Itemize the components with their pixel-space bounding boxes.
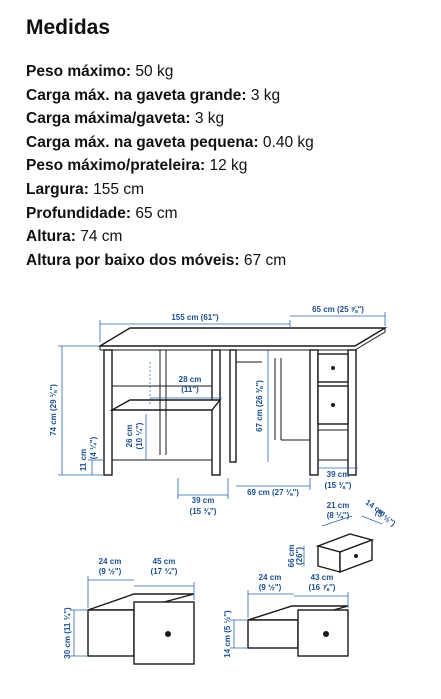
desk-drawing — [100, 328, 385, 475]
spec-width — [26, 178, 314, 202]
inner-width-cm-label: 28 cm — [178, 375, 202, 384]
spec-value: 3 kg — [246, 86, 281, 104]
spec-label: Altura por baixo dos móveis: — [26, 251, 240, 269]
medium-drawer-drawing — [223, 573, 348, 658]
spec-label: Peso máximo: — [26, 63, 132, 80]
inner-width-in-label: (11") — [181, 385, 199, 394]
spec-shelf-load — [26, 154, 314, 178]
spec-small-drawer-load — [26, 131, 314, 155]
drawer2-width-in-label: (16 ⅞") — [308, 583, 336, 592]
spec-label: Largura: — [26, 180, 89, 198]
specs-list — [26, 60, 314, 272]
spec-label: Peso máximo/prateleira: — [26, 157, 206, 175]
small-drawer-height-in-label: (26") — [295, 546, 304, 566]
desk-height-label: 74 cm (29 ⅛") — [49, 384, 58, 436]
large-drawer-drawing — [63, 557, 194, 664]
spec-max-weight — [26, 60, 314, 84]
drawer2-width-cm-label: 43 cm — [310, 573, 334, 582]
small-drawer-width-cm-label: 21 cm — [326, 501, 350, 510]
spec-large-drawer-load — [26, 84, 314, 108]
drawer1-depth-cm-label: 24 cm — [98, 557, 122, 566]
spec-value: 50 kg — [131, 63, 174, 80]
spec-drawer-load — [26, 107, 314, 131]
right-width-in-label: (15 ⅜") — [324, 481, 352, 490]
page-title: Medidas — [26, 16, 111, 39]
small-drawer-depth-in-label: (5 ½") — [373, 507, 398, 529]
left-width-cm-label: 39 cm — [191, 496, 215, 505]
spec-label: Altura: — [26, 228, 76, 246]
foot-height-in-label: (4 ¼") — [89, 436, 98, 460]
spec-label: Carga máx. na gaveta grande: — [26, 86, 247, 104]
spec-value: 0.40 kg — [258, 133, 314, 151]
small-drawer-height-cm-label: 66 cm — [287, 544, 296, 568]
spec-value: 67 cm — [239, 251, 287, 269]
spec-label: Profundidade: — [26, 204, 132, 222]
shelf-height-cm-label: 26 cm — [125, 424, 134, 448]
drawer1-width-cm-label: 45 cm — [152, 557, 176, 566]
small-drawer-depth-cm-label: 14 cm — [363, 497, 388, 519]
left-width-in-label: (15 ⅜") — [189, 507, 217, 516]
small-drawer-drawing — [287, 498, 397, 572]
spec-value: 74 cm — [75, 228, 123, 246]
spec-value: 65 cm — [131, 204, 178, 222]
spec-label: Carga máx. na gaveta pequena: — [26, 133, 259, 151]
spec-value: 3 kg — [190, 110, 225, 128]
spec-value: 155 cm — [88, 180, 145, 198]
shelf-height-in-label: (10 ¼") — [135, 422, 144, 450]
desk-depth-label: 65 cm (25 ⅝") — [312, 305, 364, 314]
middle-width-label: 69 cm (27 ⅛") — [247, 488, 299, 497]
spec-clearance — [26, 249, 314, 273]
drawer1-depth-in-label: (9 ½") — [98, 567, 122, 576]
foot-height-cm-label: 11 cm — [79, 448, 88, 472]
spec-height — [26, 225, 314, 249]
desk-width-label: 155 cm (61") — [171, 313, 219, 322]
small-drawer-width-in-label: (8 ¼") — [326, 511, 350, 520]
right-width-cm-label: 39 cm — [326, 470, 350, 479]
dimension-diagram — [0, 290, 441, 699]
spec-value: 12 kg — [205, 157, 248, 175]
drawer1-height-label: 30 cm (11 ¾") — [63, 607, 72, 659]
drawer2-depth-cm-label: 24 cm — [258, 573, 282, 582]
drawer1-width-in-label: (17 ¾") — [150, 567, 178, 576]
spec-label: Carga máxima/gaveta: — [26, 110, 191, 128]
clearance-label: 67 cm (26 ⅜") — [255, 380, 264, 432]
drawer2-height-label: 14 cm (5 ½") — [223, 610, 232, 658]
drawer2-depth-in-label: (9 ½") — [258, 583, 282, 592]
spec-depth — [26, 202, 314, 226]
